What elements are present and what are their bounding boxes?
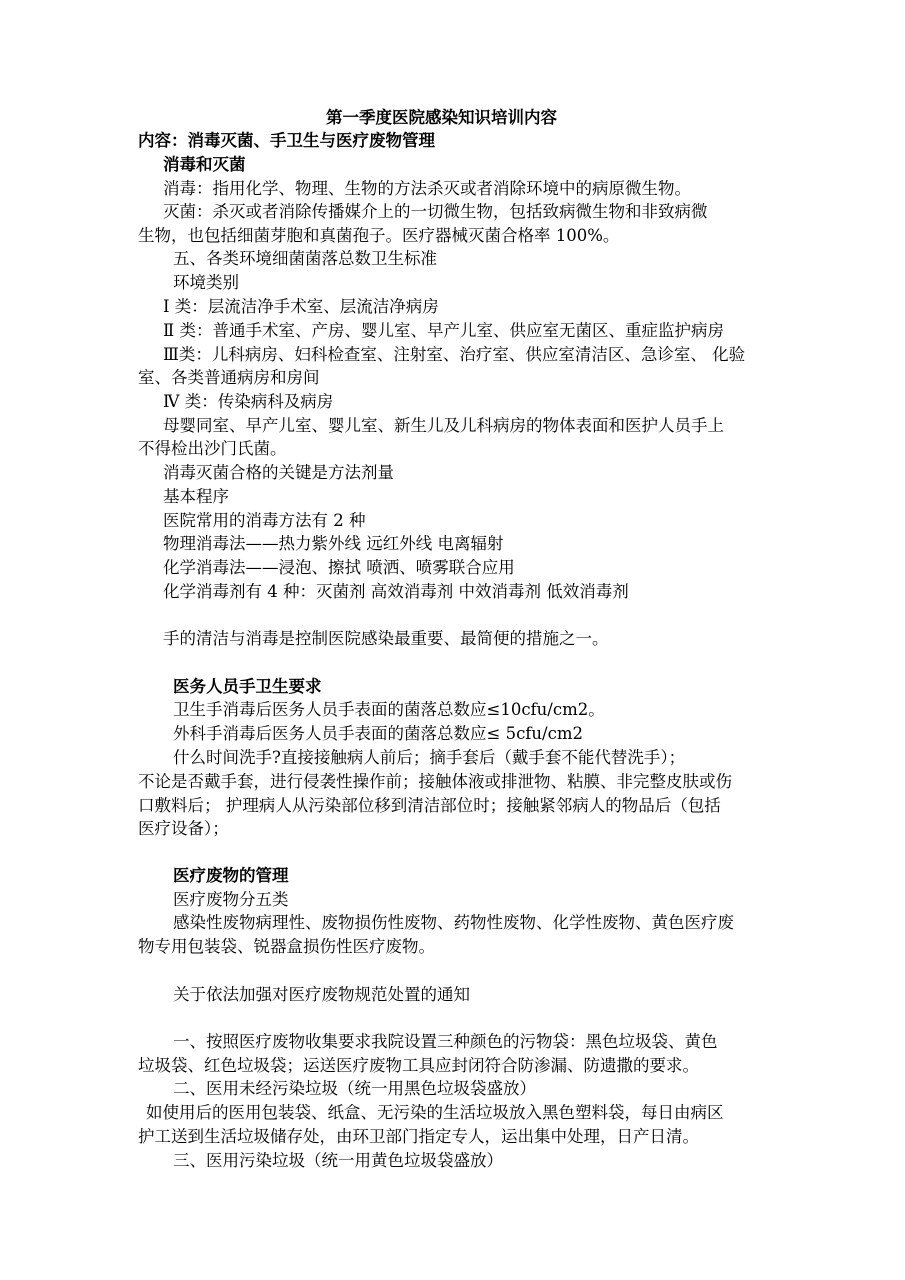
text-line: 护工送到生活垃圾储存处，由环卫部门指定专人，运出集中处理，日产日清。: [138, 1127, 699, 1146]
text-line: 消毒灭菌合格的关键是方法剂量: [163, 463, 394, 482]
text-line: 如使用后的医用包装袋、纸盒、无污染的生活垃圾放入黑色塑料袋，每日由病区: [146, 1103, 724, 1122]
text-line: 五、各类环境细菌菌落总数卫生标准: [173, 249, 437, 268]
text-line: 外科手消毒后医务人员手表面的菌落总数应≤ 5cfu/cm2: [173, 724, 583, 743]
text-line: 手的清洁与消毒是控制医院感染最重要、最简便的措施之一。: [163, 629, 609, 648]
text-line: 基本程序: [163, 487, 229, 506]
text-line: 消毒：指用化学、物理、生物的方法杀灭或者消除环境中的病原微生物。: [163, 179, 691, 198]
section-heading-medical-waste: 医疗废物的管理: [173, 866, 289, 885]
text-line: 一、按照医疗废物收集要求我院设置三种颜色的污物袋：黑色垃圾袋、黄色: [173, 1032, 718, 1051]
text-line: 母婴同室、早产儿室、婴儿室、新生儿及儿科病房的物体表面和医护人员手上: [163, 416, 724, 435]
text-line: 不得检出沙门氏菌。: [138, 439, 287, 458]
text-line: 垃圾袋、红色垃圾袋；运送医疗废物工具应封闭符合防渗漏、防遗撒的要求。: [138, 1056, 699, 1075]
text-line: 灭菌：杀灭或者消除传播媒介上的一切微生物，包括致病微生物和非致病微: [163, 202, 708, 221]
text-line: Ⅰ 类：层流洁净手术室、层流洁净病房: [163, 297, 439, 316]
text-line: Ⅱ 类：普通手术室、产房、婴儿室、早产儿室、供应室无菌区、重症监护病房: [163, 321, 724, 340]
text-line: 化学消毒法——浸泡、擦拭 喷洒、喷雾联合应用: [163, 558, 515, 577]
text-line: Ⅲ类：儿科病房、妇科检查室、注射室、治疗室、供应室清洁区、急诊室、 化验: [163, 345, 746, 364]
text-line: 三、医用污染垃圾（统一用黄色垃圾袋盛放）: [173, 1151, 503, 1170]
text-line: 医疗废物分五类: [173, 890, 289, 909]
text-line: 环境类别: [173, 273, 239, 292]
text-line: Ⅳ 类：传染病科及病房: [163, 392, 334, 411]
text-line: 化学消毒剂有 4 种：灭菌剂 高效消毒剂 中效消毒剂 低效消毒剂: [163, 582, 629, 601]
text-line: 关于依法加强对医疗废物规范处置的通知: [173, 985, 470, 1004]
text-line: 卫生手消毒后医务人员手表面的菌落总数应≤10cfu/cm2。: [173, 700, 605, 719]
text-line: 二、医用未经污染垃圾（统一用黑色垃圾袋盛放）: [173, 1079, 536, 1098]
text-line: 物理消毒法——热力紫外线 远红外线 电离辐射: [163, 534, 504, 553]
text-line: 感染性废物病理性、废物损伤性废物、药物性废物、化学性废物、黄色医疗废: [173, 913, 734, 932]
text-line: 不论是否戴手套，进行侵袭性操作前；接触体液或排泄物、粘膜、非完整皮肤或伤: [138, 772, 732, 791]
text-line: 室、各类普通病房和房间: [138, 368, 320, 387]
text-line: 口敷料后； 护理病人从污染部位移到清洁部位时；接触紧邻病人的物品后（包括: [138, 796, 721, 815]
text-line: 医疗设备）；: [138, 819, 229, 838]
section-heading-disinfection: 消毒和灭菌: [163, 155, 246, 174]
text-line: 生物，也包括细菌芽胞和真菌孢子。医疗器械灭菌合格率 100%。: [138, 226, 620, 245]
section-heading-hand-hygiene: 医务人员手卫生要求: [173, 677, 322, 696]
document-title: 第一季度医院感染知识培训内容: [326, 108, 557, 127]
text-line: 医院常用的消毒方法有 2 种: [163, 511, 366, 530]
text-line: 物专用包装袋、锐器盒损伤性医疗废物。: [138, 937, 435, 956]
text-line: 什么时间洗手?直接接触病人前后；摘手套后（戴手套不能代替洗手）；: [173, 748, 686, 767]
document-subtitle: 内容：消毒灭菌、手卫生与医疗废物管理: [138, 131, 435, 150]
